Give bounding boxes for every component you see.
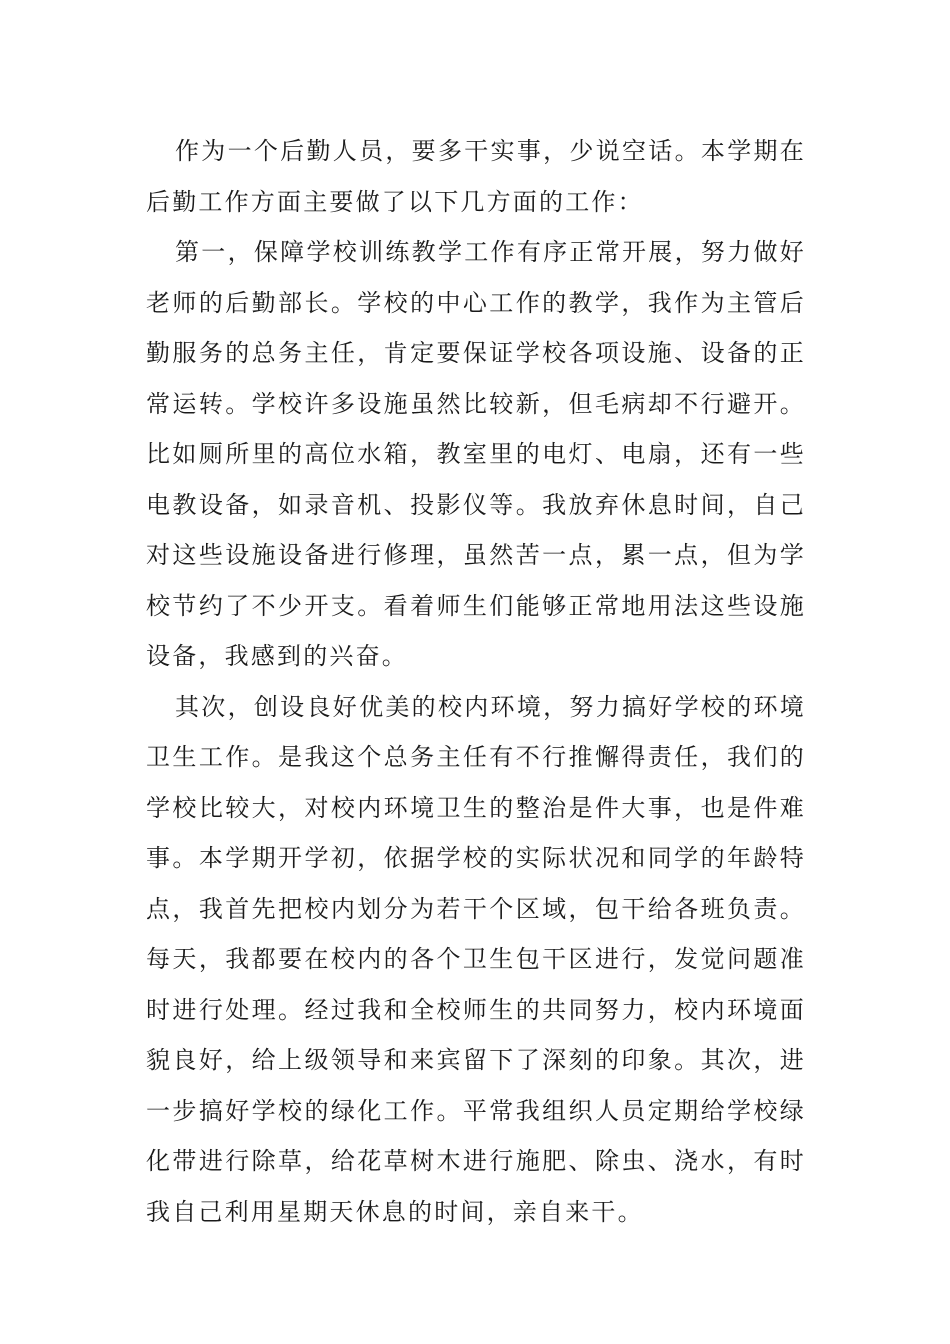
document-body [146, 126, 806, 1237]
paragraph-intro: 作为一个后勤人员，要多干实事，少说空话。本学期在后勤工作方面主要做了以下几方面的工作： [146, 137, 806, 216]
paragraph-first-point: 第一，保障学校训练教学工作有序正常开展，努力做好老师的后勤部长。学校的中心工作的教学，我作为主管后勤服务的总务主任，肯定要保证学校各项设施、设备的正常运转。学校许多设施虽然比较新，但毛病却不行避开。比如厕所里的高位水箱，教室里的电灯、电扇，还有一些电教设备，如录音机、投影仪等。我放弃休息时间，自己对这些设施设备进行修理，虽然苦一点，累一点，但为学校节约了不少开支。看着师生们能够正常地用法这些设施设备，我感到的兴奋。 [146, 238, 806, 670]
paragraph-second-point: 其次，创设良好优美的校内环境，努力搞好学校的环境卫生工作。是我这个总务主任有不行推懈得责任，我们的学校比较大，对校内环境卫生的整治是件大事，也是件难事。本学期开学初，依据学校的实际状况和同学的年龄特点，我首先把校内划分为若干个区域，包干给各班负责。每天，我都要在校内的各个卫生包干区进行，发觉问题准时进行处理。经过我和全校师生的共同努力，校内环境面貌良好，给上级领导和来宾留下了深刻的印象。其次，进一步搞好学校的绿化工作。平常我组织人员定期给学校绿化带进行除草，给花草树木进行施肥、除虫、浇水，有时我自己利用星期天休息的时间，亲自来干。 [146, 692, 806, 1226]
